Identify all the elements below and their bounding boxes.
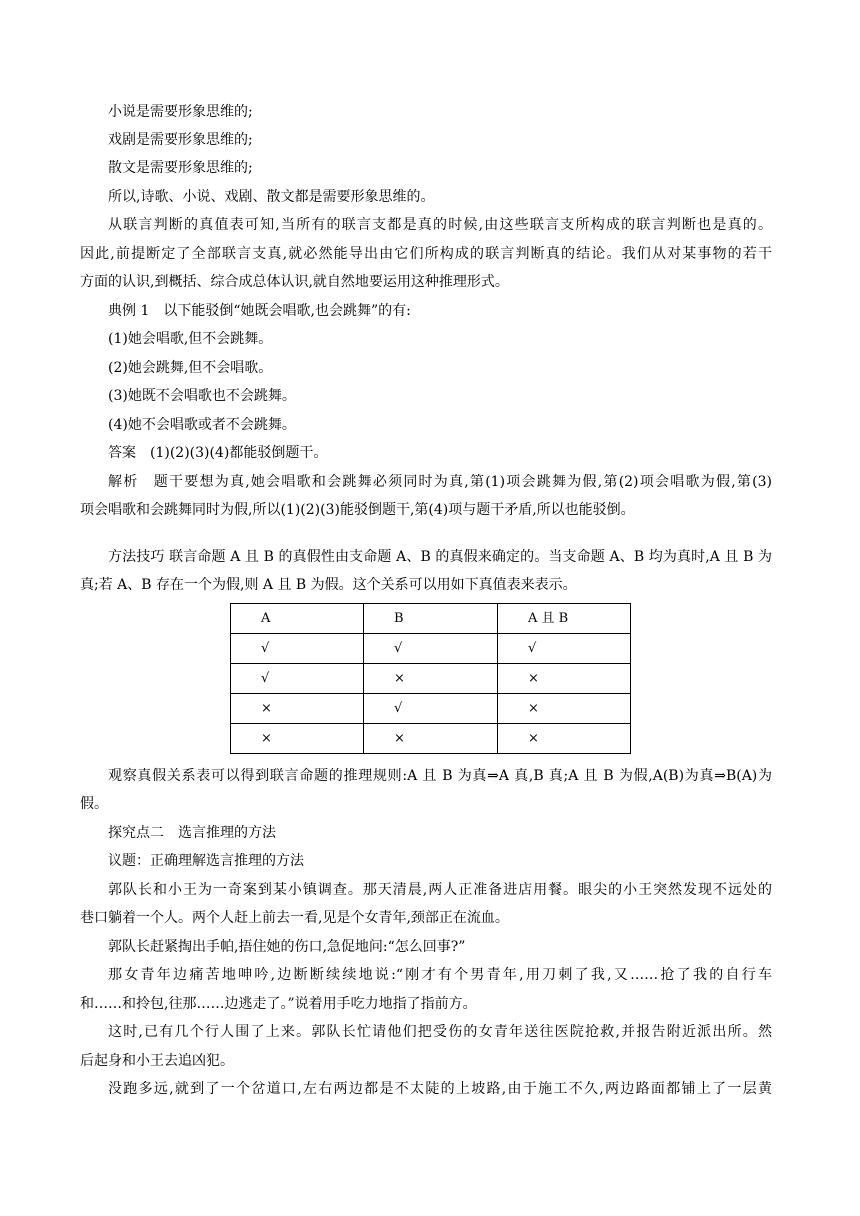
- story-line: 巷口躺着一个人。两个人赶上前去一看,见是个女青年,颈部正在流血。: [80, 910, 509, 926]
- table-cell: ×: [231, 694, 364, 724]
- method-line: 真;若 A、B 存在一个为假,则 A 且 B 为假。这个关系可以用如下真值表来表示。: [80, 577, 577, 593]
- story-line: 没跑多远,就到了一个岔道口,左右两边都是不太陡的上坡路,由于施工不久,两边路面都铺上了一层黄: [108, 1081, 772, 1097]
- story-line: 和……和拎包,往那……边逃走了。”说着用手吃力地指了指前方。: [80, 996, 477, 1012]
- paragraph-line: 从联言判断的真值表可知,当所有的联言支都是真的时候,由这些联言支所构成的联言判断也是真的。: [108, 217, 772, 233]
- truth-table: [230, 603, 631, 754]
- table-row: [231, 634, 631, 664]
- story-line: 郭队长赶紧掏出手帕,捂住她的伤口,急促地问:“怎么回事?”: [108, 939, 466, 955]
- answer-line: 答案 (1)(2)(3)(4)都能驳倒题干。: [108, 445, 328, 461]
- section-title: 探究点二 选言推理的方法: [108, 825, 276, 841]
- table-row: [231, 694, 631, 724]
- table-header-row: [231, 604, 631, 634]
- option-item: (1)她会唱歌,但不会跳舞。: [108, 331, 273, 347]
- table-cell: √: [231, 664, 364, 694]
- paragraph-line: 小说是需要形象思维的;: [108, 104, 253, 120]
- story-line: 郭队长和小王为一奇案到某小镇调查。那天清晨,两人正准备进店用餐。眼尖的小王突然发现不远处的: [108, 882, 772, 898]
- table-cell: ×: [498, 664, 631, 694]
- option-item: (2)她会跳舞,但不会唱歌。: [108, 360, 273, 376]
- table-cell: ×: [498, 724, 631, 754]
- story-line: 这时,已有几个行人围了上来。郭队长忙请他们把受伤的女青年送往医院抢救,并报告附近派出所。然: [108, 1024, 772, 1040]
- topic-line: 议题：正确理解选言推理的方法: [108, 853, 304, 869]
- table-cell: ×: [231, 724, 364, 754]
- analysis-line: 解析 题干要想为真,她会唱歌和会跳舞必须同时为真,第(1)项会跳舞为假,第(2)项会唱歌为假,第(3): [108, 474, 772, 490]
- observe-line: 观察真假关系表可以得到联言命题的推理规则:A 且 B 为真⇒A 真,B 真;A 且 B 为假,A(B)为真⇒B(A)为: [108, 768, 772, 784]
- option-item: (4)她不会唱歌或者不会跳舞。: [108, 417, 296, 433]
- story-line: 那女青年边痛苦地呻吟,边断断续续地说:“刚才有个男青年,用刀刺了我,又……抢了我的自行车: [108, 967, 772, 983]
- paragraph-line: 戏剧是需要形象思维的;: [108, 132, 253, 148]
- example-title: 典例 1 以下能驳倒“她既会唱歌,也会跳舞”的有:: [108, 303, 411, 319]
- story-line: 后起身和小王去追凶犯。: [80, 1053, 234, 1069]
- table-cell: ×: [364, 664, 498, 694]
- table-cell: ×: [498, 694, 631, 724]
- table-cell: √: [231, 634, 364, 664]
- paragraph-line: 所以,诗歌、小说、戏剧、散文都是需要形象思维的。: [108, 189, 435, 205]
- table-header-cell: A 且 B: [498, 604, 631, 634]
- paragraph-line: 方面的认识,到概括、综合成总体认识,就自然地要运用这种推理形式。: [80, 274, 509, 290]
- table-row: [231, 724, 631, 754]
- table-cell: √: [498, 634, 631, 664]
- table-cell: √: [364, 694, 498, 724]
- method-line: 方法技巧 联言命题 A 且 B 的真假性由支命题 A、B 的真假来确定的。当支命题 A、B 均为真时,A 且 B 为: [108, 549, 772, 565]
- table-cell: ×: [364, 724, 498, 754]
- paragraph-line: 因此,前提断定了全部联言支真,就必然能导出由它们所构成的联言判断真的结论。我们从对某事物的若干: [80, 246, 772, 262]
- option-item: (3)她既不会唱歌也不会跳舞。: [108, 388, 296, 404]
- table-cell: √: [364, 634, 498, 664]
- table-header-cell: A: [231, 604, 364, 634]
- paragraph-line: 散文是需要形象思维的;: [108, 160, 253, 176]
- analysis-line: 项会唱歌和会跳舞同时为假,所以(1)(2)(3)能驳倒题干,第(4)项与题干矛盾,所以也能驳倒。: [80, 502, 635, 518]
- table-header-cell: B: [364, 604, 498, 634]
- observe-line: 假。: [80, 796, 108, 812]
- table-row: [231, 664, 631, 694]
